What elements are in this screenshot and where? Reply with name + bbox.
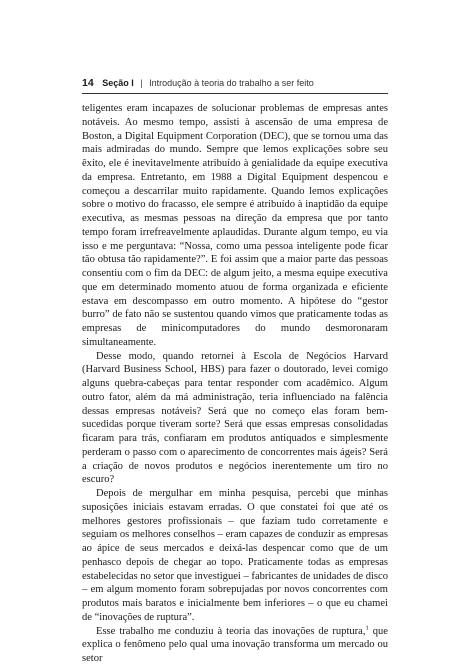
running-header xyxy=(82,76,402,90)
page-number: 14 xyxy=(82,77,94,89)
footnote-marker[interactable]: 1 xyxy=(365,623,369,631)
chapter-title: Introdução à teoria do trabalho a ser feito xyxy=(149,78,314,88)
header-rule xyxy=(82,93,388,94)
paragraph-4-end: que explica o fenômeno pelo qual uma inovação transforma um mercado ou setor xyxy=(82,625,388,664)
section-label: Seção I xyxy=(102,78,134,88)
paragraph-4-start: Esse trabalho me conduziu à teoria das inovações de ruptura, xyxy=(96,625,366,637)
header-separator: | xyxy=(140,78,143,88)
paragraph-1: teligentes eram incapazes de solucionar problemas de empresas antes notáveis. Ao mesmo tempo, assisti à ascensão de uma empresa de Boston, a Digital Equipment Corporation (DEC), que se tornou uma das mais admiradas do mundo. Sempre que lemos explicações sobre seu êxito, ele é inevitavelmente atribuído à genialidade da equipe executiva da empresa. Entretanto, em 1988 a Digital Equipment despencou e começou a descarrilar muito rapidamente. Quando lemos explicações sobre o motivo do fracasso, ele sempre é atribuído à inaptidão da equipe executiva, as mesmas pessoas na direção da empresa que por tanto tempo foram irrefreavelmente aplaudidas. Durante algum tempo, eu via isso e me perguntava: “Nossa, como uma pessoa inteligente pode ficar tão obtusa tão rapidamente?”. E foi assim que a maior parte das pessoas consentiu com o fim da DEC: de algum jeito, a mesma equipe executiva que em determinado momento atuou de forma organizada e eficiente estava em descompasso em outro momento. A hipótese do “gestor burro” de fato não se sustentou quando vimos que praticamente todas as empresas de minicomputadores do mundo desmoronaram simultaneamente. xyxy=(82,103,388,348)
paragraph-3: Depois de mergulhar em minha pesquisa, percebi que minhas suposições iniciais estavam erradas. O que constatei foi que até os melhores gestores profissionais – que faziam tudo corretamente e seguiam os melhores conselhos – eram capazes de conduzir as empresas ao ápice de seus mercados e deixá-las despencar como que de um penhasco depois de chegar ao topo. Praticamente todas as empresas estabelecidas no setor que investiguei – fabricantes de unidades de disco – em algum momento foram sobrepujadas por novos concorrentes com produtos mais baratos e inicialmente bem inferiores – o que eu chamei de “inovações de ruptura”. xyxy=(82,488,388,623)
body-text xyxy=(82,102,388,666)
paragraph-2: Desse modo, quando retornei à Escola de Negócios Harvard (Harvard Business School, HBS) para fazer o doutorado, levei comigo alguns quebra-cabeças para tentar responder com acadêmico. Algum outro fator, além da má administração, teria influenciado na falência dessas empresas notáveis? Será que no começo elas foram bem-sucedidas porque tiveram sorte? Será que essas empresas consolidadas ficaram para trás, confiaram em produtos antiquados e simplesmente perderam o passo com o aparecimento de concorrentes mais ágeis? Será a criação de novos produtos e negócios inerentemente um tiro no escuro? xyxy=(82,350,388,486)
